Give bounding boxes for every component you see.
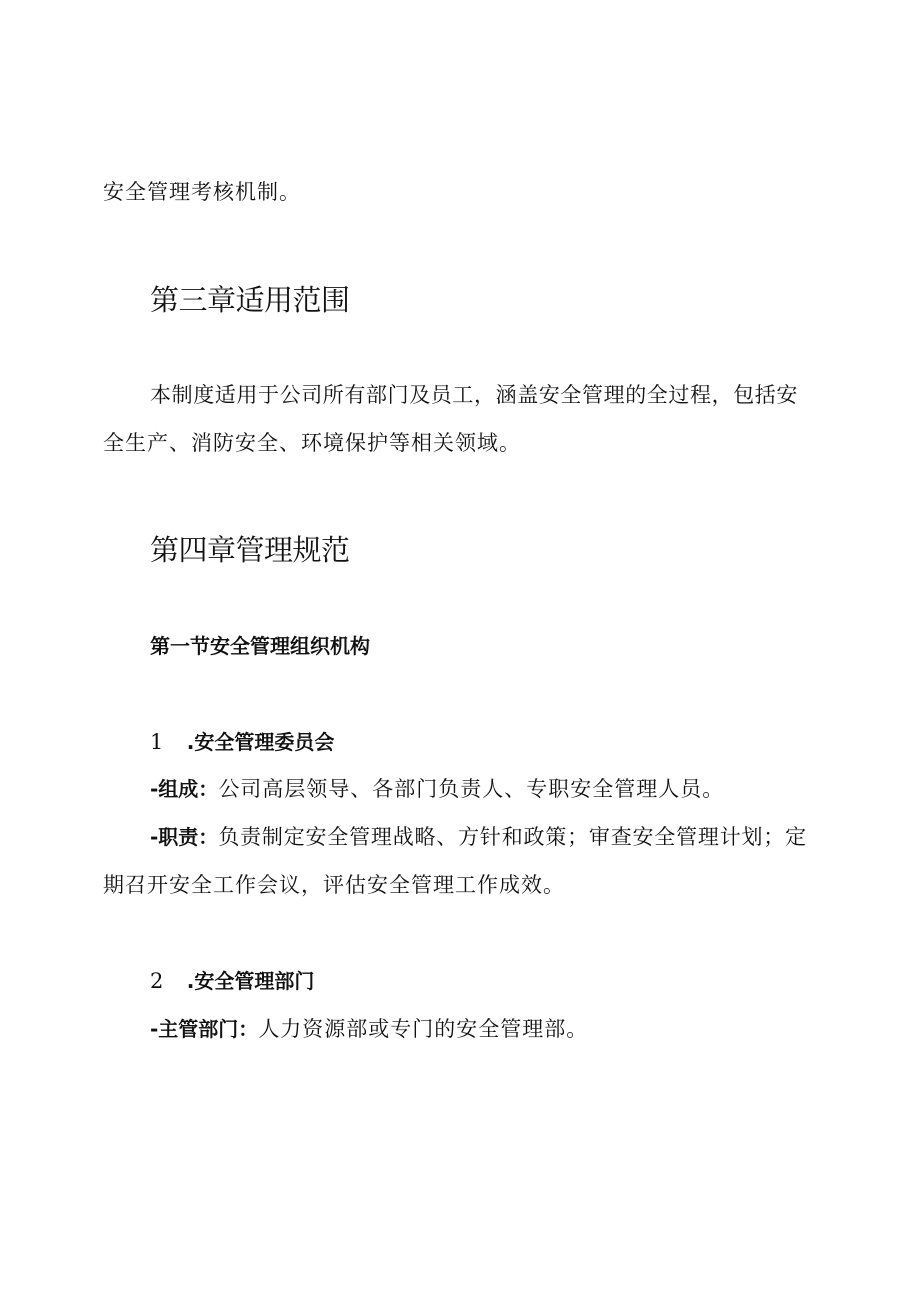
chapter-4-heading: 第四章管理规范 — [150, 533, 350, 567]
lead-text: 人力资源部或专门的安全管理部。 — [258, 1017, 589, 1041]
duty-label: -职责： — [150, 825, 219, 849]
item-2-title: .安全管理部门 — [186, 969, 315, 993]
composition-text: 公司高层领导、各部门负责人、专职安全管理人员。 — [218, 777, 725, 801]
item-1-heading — [150, 728, 334, 756]
section-1-heading: 第一节安全管理组织机构 — [150, 634, 370, 658]
lead-label: -主管部门： — [150, 1017, 259, 1041]
scope-paragraph-line-2: 全生产、消防安全、环境保护等相关领域。 — [103, 431, 521, 455]
committee-duty-line-2: 期召开安全工作会议，评估安全管理工作成效。 — [103, 873, 565, 897]
duty-text-line-1: 负责制定安全管理战略、方针和政策；审查安全管理计划；定 — [218, 825, 807, 849]
intro-tail-paragraph: 安全管理考核机制。 — [103, 180, 301, 204]
committee-duty-line-1 — [150, 823, 807, 851]
item-1-number: 1 — [150, 730, 164, 754]
scope-paragraph-line-1: 本制度适用于公司所有部门及员工，涵盖安全管理的全过程，包括安 — [150, 383, 798, 407]
item-2-heading — [150, 967, 314, 995]
item-1-title: .安全管理委员会 — [186, 730, 335, 754]
item-2-number: 2 — [150, 969, 164, 993]
composition-label: -组成： — [150, 777, 219, 801]
chapter-3-heading: 第三章适用范围 — [150, 283, 350, 317]
committee-composition — [150, 775, 724, 803]
department-lead — [150, 1015, 588, 1043]
